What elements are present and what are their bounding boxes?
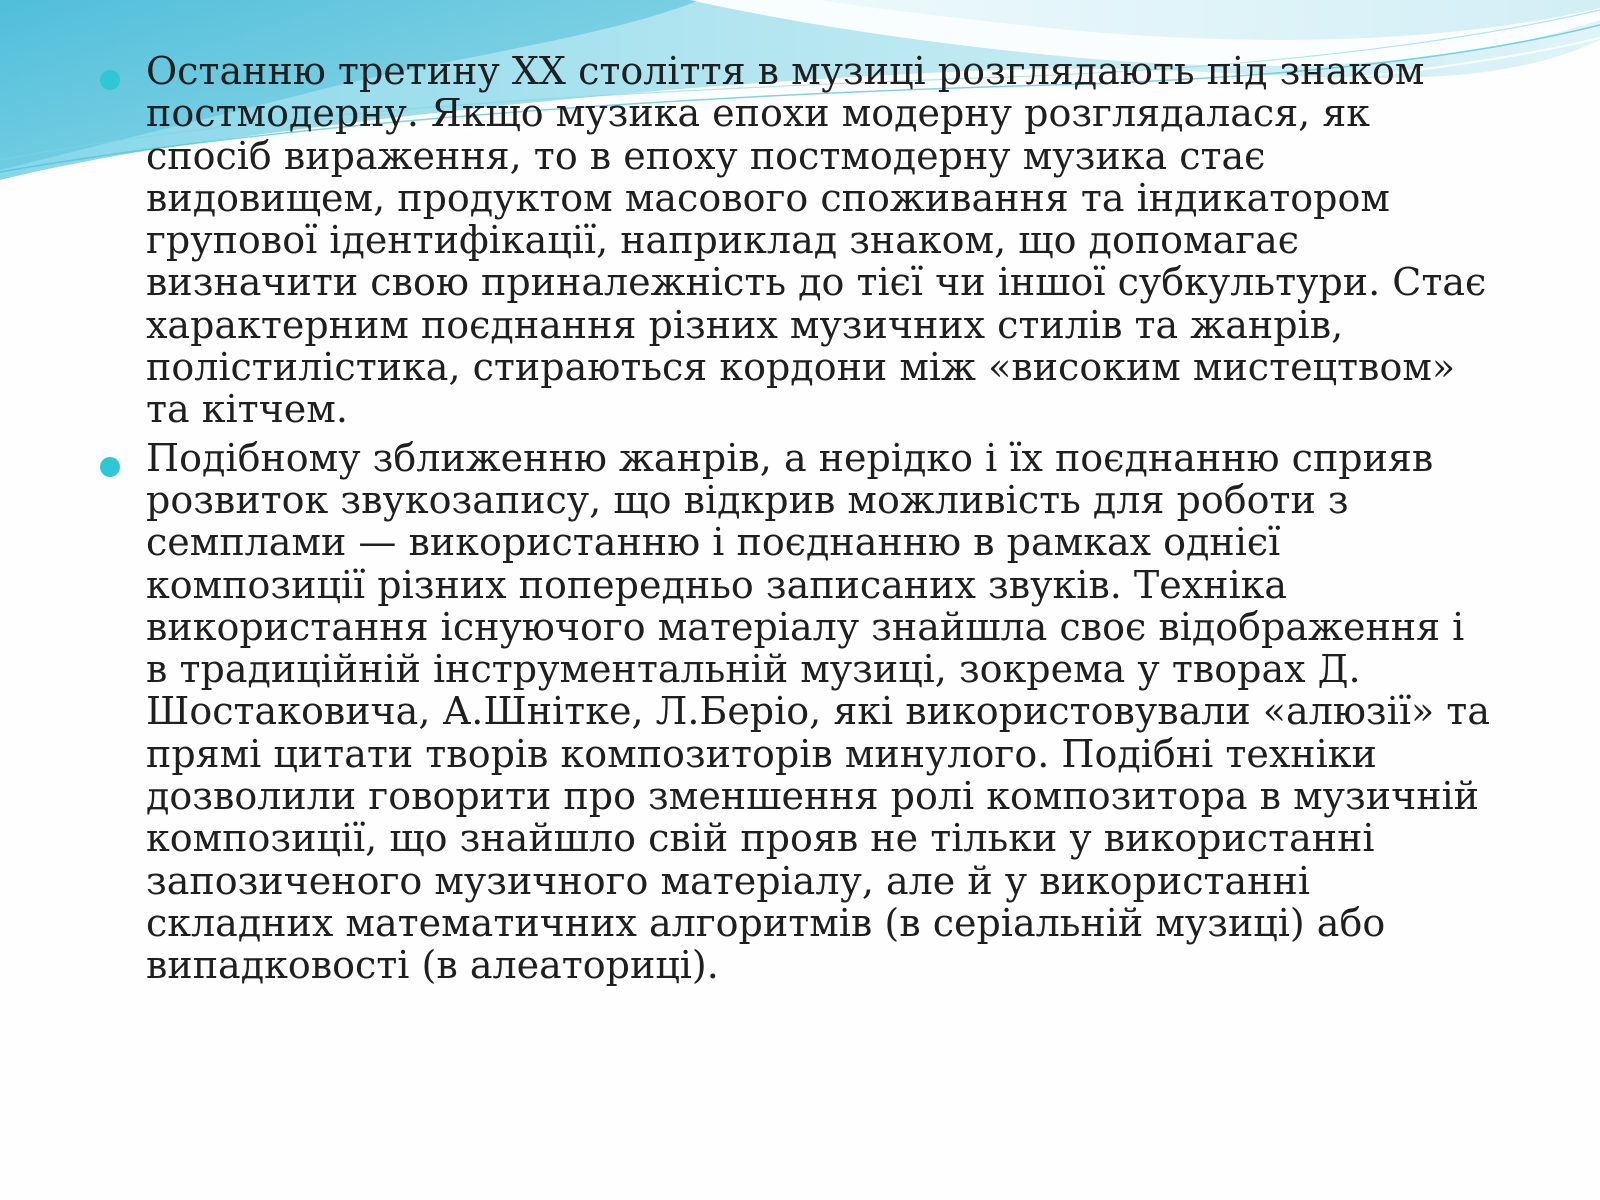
bullet-item: [100, 50, 1495, 431]
bullet-item: [100, 437, 1495, 987]
bullet-dot-icon: [100, 70, 120, 90]
bullet-dot-icon: [100, 457, 120, 477]
bullet-text: Останню третину ХХ століття в музиці розглядають під знаком постмодерну. Якщо музика епохи модерну розглядалася, як спосіб вираження, то в епоху постмодерну музика стає видовищем, продуктом масового споживання та індикатором групової ідентифікації, наприклад знаком, що допомагає визначити свою приналежність до тієї чи іншої субкультури. Стає характерним поєднання різних музичних стилів та жанрів, полістилістика, стираються кордони між «високим мистецтвом» та кітчем.: [146, 49, 1487, 432]
bullet-list: [100, 50, 1495, 993]
bullet-text: Подібному зближенню жанрів, а нерідко і їх поєднанню сприяв розвиток звукозапису, що відкрив можливість для роботи з семплами — використанню і поєднанню в рамках однієї композиції різних попередньо записаних звуків. Техніка використання існуючого матеріалу знайшла своє відображення і в традиційній інструментальній музиці, зокрема у творах Д. Шостаковича, А.Шнітке, Л.Беріо, які використовували «алюзії» та прямі цитати творів композиторів минулого. Подібні техніки дозволили говорити про зменшення ролі композитора в музичній композиції, що знайшло свій прояв не тільки у використанні запозиченого музичного матеріалу, але й у використанні складних математичних алгоритмів (в серіальній музиці) або випадковості (в алеаториці).: [146, 435, 1490, 988]
